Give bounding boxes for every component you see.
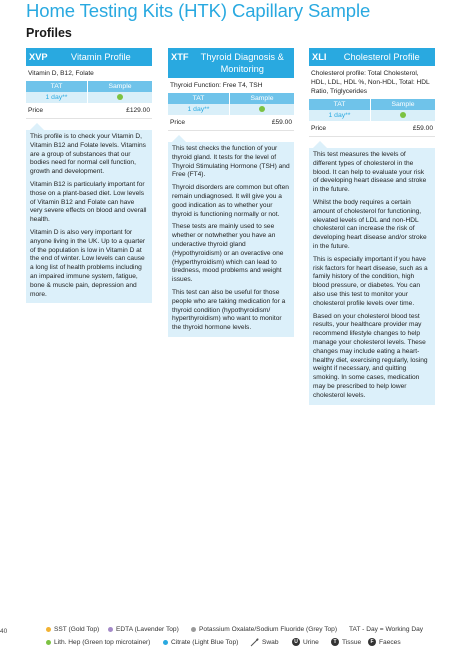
profile-name: Cholesterol Profile	[343, 52, 420, 62]
profile-card-vitamin	[26, 48, 152, 303]
description-paragraph: Thyroid disorders are common but often remain undiagnosed. It will give you a good indication as to whether your thyroid is functioning normally or not.	[172, 184, 289, 218]
tat-header: TAT	[309, 99, 370, 110]
faeces-icon: F	[368, 638, 376, 646]
grey-top-dot-icon	[191, 627, 196, 632]
description-paragraph: Whilst the body requires a certain amount of cholesterol for functioning, elevated levels of LDL and non-HDL cholesterol can increase the risk of developing heart disease and/or stroke in the future.	[313, 198, 427, 250]
description-paragraph: This test measures the levels of different types of cholesterol in the blood. It can help to evaluate your risk of developing heart disease and stroke in the future.	[313, 151, 427, 194]
description-paragraph: These tests are mainly used to see whether or notwhether you have an underactive thyroid gland (Hypothyroidism) or an overactive one (Hyperthyroidism) which can lead to tiredness, mood problems and weight issues.	[172, 223, 284, 284]
legend-label: TAT - Day = Working Day	[349, 626, 424, 633]
legend-edta	[108, 626, 179, 633]
green-sample-dot-icon	[117, 94, 123, 100]
tissue-icon: T	[331, 638, 339, 646]
profile-code: XVP	[29, 52, 48, 62]
tat-header: TAT	[26, 81, 87, 92]
profile-code: XLI	[312, 52, 327, 62]
price-value: £59.00	[271, 119, 292, 126]
profile-description	[26, 130, 152, 303]
legend-urine	[292, 638, 319, 646]
price-label: Price	[170, 119, 186, 126]
urine-icon: U	[292, 638, 300, 646]
profile-name: Vitamin Profile	[70, 52, 131, 62]
card-header	[309, 48, 435, 66]
price-label: Price	[28, 107, 44, 114]
legend-label: Lith. Hep (Green top microtainer)	[54, 639, 151, 646]
description-paragraph: Based on your cholesterol blood test results, your healthcare provider may recommend lifestyle changes to help manage your cholesterol levels. These changes may include eating a heart-healthy diet, exercising regularly, losing weight if necessary, and quitting smoking. In some cases, medication may be prescribed to help lower cholesterol levels.	[313, 312, 428, 399]
price-value: £59.00	[412, 125, 433, 132]
tat-value: 1 day**	[168, 104, 229, 115]
tat-value: 1 day**	[309, 110, 370, 121]
sample-legend	[46, 626, 456, 654]
profile-tests: Cholesterol profile: Total Cholesterol, HDL, LDL, HDL %, Non-HDL, Total: HDL Ratio, Triglycerides	[311, 70, 430, 95]
tat-table	[309, 99, 435, 121]
legend-sst	[46, 626, 99, 633]
legend-label: Urine	[303, 638, 319, 646]
description-paragraph: This profile is to check your Vitamin D, Vitamin B12 and Folate levels. Vitamins are a group of substances that our bodies need for normal cell function, growth and development.	[30, 133, 146, 176]
sample-cell	[229, 104, 294, 115]
profile-tests: Vitamin D, B12, Folate	[28, 70, 94, 77]
profile-tests: Thyroid Function: Free T4, TSH	[170, 82, 263, 89]
tat-table	[26, 81, 152, 103]
price-row	[168, 115, 294, 131]
legend-label: Citrate (Light Blue Top)	[171, 639, 239, 646]
tat-table	[168, 93, 294, 115]
legend-label: EDTA (Lavender Top)	[116, 626, 179, 633]
callout-arrow-icon	[313, 141, 327, 148]
profile-card-cholesterol	[309, 48, 435, 405]
description-paragraph: Vitamin D is also very important for anyone living in the UK. Up to a quarter of the population is low in Vitamin D at the end of winter. Low levels can cause a long list of health problems including an impaired immune system, fatigue, bone & muscle pain, depression and more.	[30, 228, 146, 298]
card-header	[26, 48, 152, 66]
card-header	[168, 48, 294, 78]
page-number: 40	[0, 628, 8, 635]
legend-label: Potassium Oxalate/Sodium Fluoride (Grey Top)	[199, 626, 338, 633]
legend-faeces	[368, 638, 401, 646]
price-row	[309, 121, 435, 137]
sample-cell	[370, 110, 435, 121]
legend-swab	[250, 638, 279, 647]
legend-label: Faeces	[379, 638, 401, 646]
callout-arrow-icon	[30, 123, 44, 130]
swab-icon	[250, 638, 259, 647]
price-row	[26, 103, 152, 119]
sample-header: Sample	[229, 93, 294, 104]
profile-description	[309, 148, 435, 405]
legend-label: Tissue	[342, 638, 362, 646]
legend-tat-note	[349, 626, 423, 633]
legend-citrate	[163, 639, 238, 646]
tat-header: TAT	[168, 93, 229, 104]
description-paragraph: This test checks the function of your thyroid gland. It tests for the level of Thyroid Stimulating Hormone (TSH) and Free (FT4).	[172, 145, 290, 179]
sample-cell	[87, 92, 152, 103]
page-title: Home Testing Kits (HTK) Capillary Sample	[26, 0, 371, 21]
price-label: Price	[311, 125, 327, 132]
light-blue-top-dot-icon	[163, 640, 168, 645]
sample-header: Sample	[370, 99, 435, 110]
legend-label: Swab	[262, 639, 279, 646]
description-paragraph: This test can also be useful for those people who are taking medication for a thyroid condition (hypothyroidism/ hyperthyroidism) who want to monitor the thyroid hormone levels.	[172, 288, 286, 332]
tat-value: 1 day**	[26, 92, 87, 103]
legend-label: SST (Gold Top)	[54, 626, 100, 633]
green-top-dot-icon	[46, 640, 51, 645]
legend-lith	[46, 639, 150, 646]
legend-potassium	[191, 626, 337, 633]
price-value: £129.00	[126, 107, 150, 114]
green-sample-dot-icon	[400, 112, 406, 118]
profile-code: XTF	[171, 52, 189, 62]
description-paragraph: This is especially important if you have risk factors for heart disease, such as a family history of the condition, high blood pressure, or diabetes. You can also use this test to monitor your cholesterol profile levels over time.	[313, 255, 428, 307]
gold-top-dot-icon	[46, 627, 51, 632]
callout-arrow-icon	[172, 135, 186, 142]
description-paragraph: Vitamin B12 is particularly important for those on a plant-based diet. Low levels of Vitamin B12 and Folate can have very severe effects on blood and overall health.	[30, 180, 147, 224]
profile-card-thyroid	[168, 48, 294, 337]
legend-tissue	[331, 638, 361, 646]
lavender-top-dot-icon	[108, 627, 113, 632]
section-heading: Profiles	[26, 26, 72, 40]
sample-header: Sample	[87, 81, 152, 92]
profile-description	[168, 142, 294, 337]
profile-name: Thyroid Diagnosis & Monitoring	[200, 52, 284, 74]
green-sample-dot-icon	[259, 106, 265, 112]
